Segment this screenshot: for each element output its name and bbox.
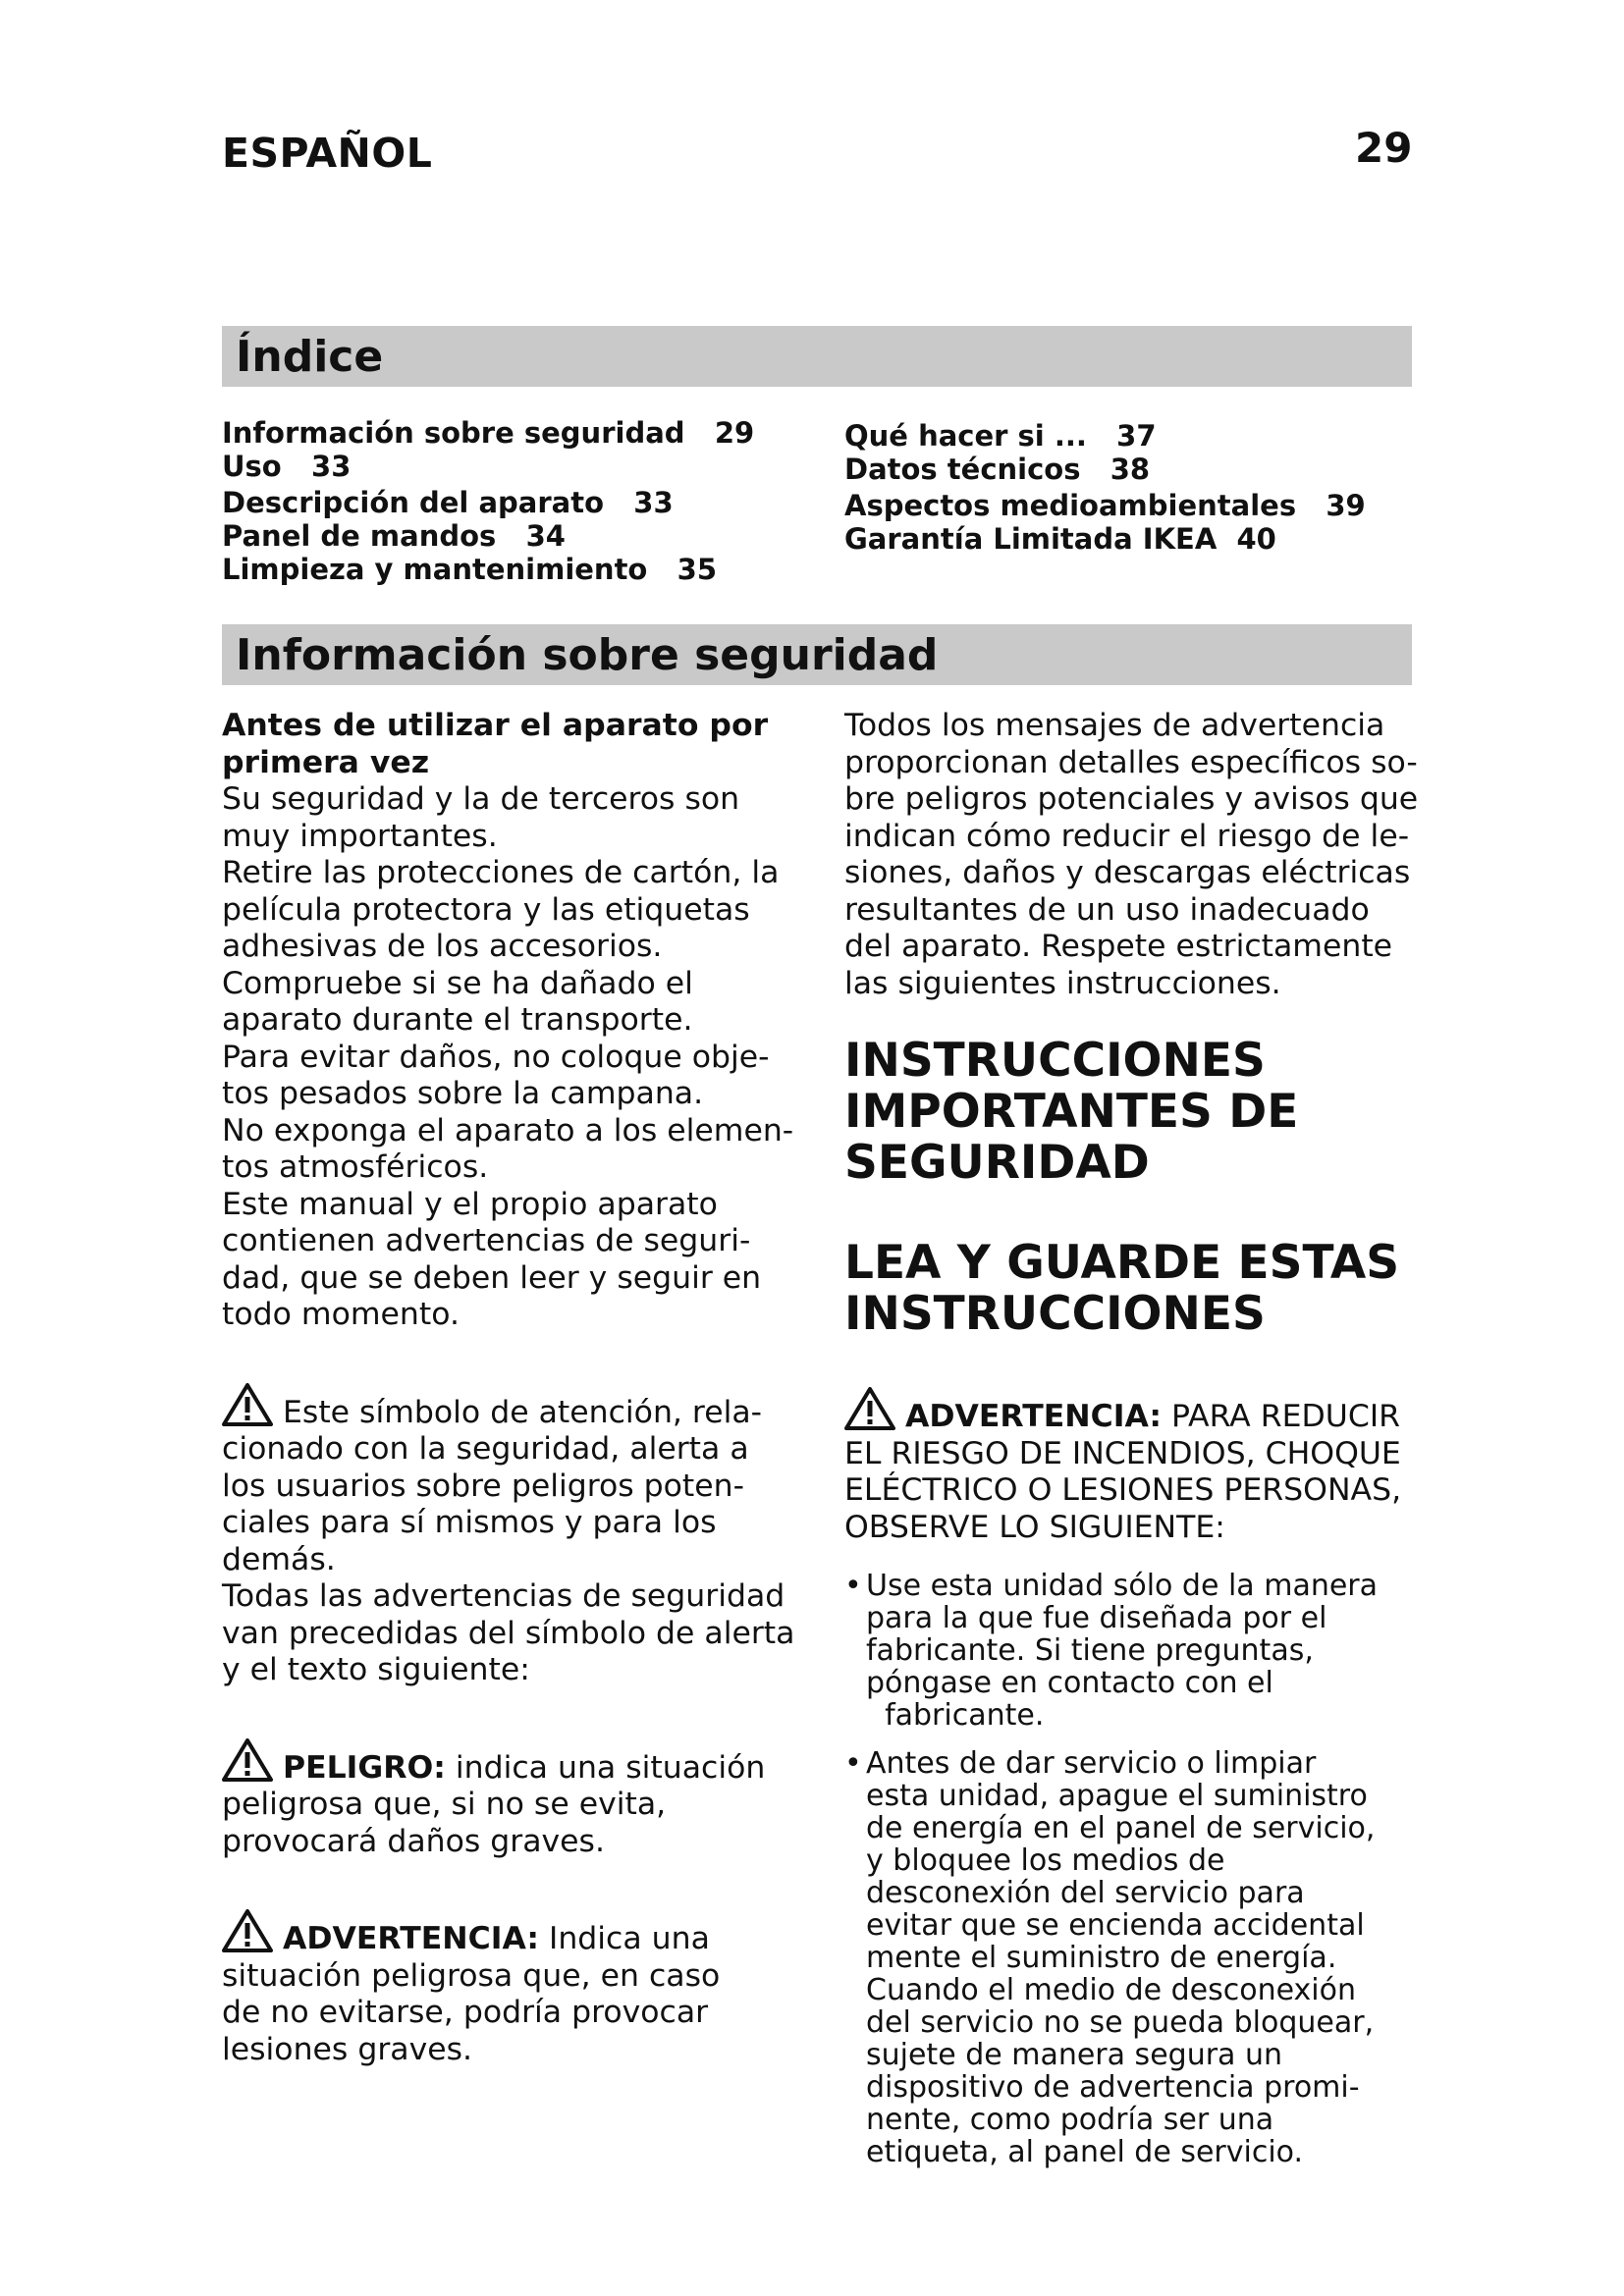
body-line: dispositivo de advertencia promi- xyxy=(866,2070,1360,2105)
body-line: tos pesados sobre la campana. xyxy=(222,1076,704,1111)
body-line: siones, daños y descargas eléctricas xyxy=(844,855,1411,890)
body-line: muy importantes. xyxy=(222,818,498,854)
bullet-icon: • xyxy=(844,1746,862,1781)
body-line: nente, como podría ser una xyxy=(866,2103,1274,2137)
body-line: Todos los mensajes de advertencia xyxy=(844,708,1385,743)
body-line: Compruebe si se ha dañado el xyxy=(222,965,693,1001)
body-line: desconexión del servicio para xyxy=(866,1876,1305,1910)
read-and-keep-heading xyxy=(844,1238,1419,1340)
toc-entry[interactable]: Limpieza y mantenimiento 35 xyxy=(222,553,718,586)
index-title: Índice xyxy=(236,332,384,382)
body-line: indican cómo reducir el riesgo de le- xyxy=(844,818,1410,854)
safety-bullet-list xyxy=(844,1570,1419,2168)
body-line: Para evitar daños, no coloque obje- xyxy=(222,1039,770,1075)
body-line: las siguientes instrucciones. xyxy=(844,965,1281,1001)
warning-paragraph xyxy=(222,1909,831,1958)
heading-line: IMPORTANTES DE xyxy=(844,1085,1299,1139)
warning-paragraph xyxy=(844,1387,1419,1436)
heading-line: INSTRUCCIONES xyxy=(844,1034,1266,1088)
body-line: dad, que se deben leer y seguir en xyxy=(222,1259,762,1296)
toc-right-column xyxy=(844,419,1366,556)
body-line: contienen advertencias de seguri- xyxy=(222,1223,751,1258)
body-line: No exponga el aparato a los elemen- xyxy=(222,1112,794,1148)
page-language-heading: ESPAÑOL xyxy=(222,130,433,177)
body-line: Todas las advertencias de seguridad xyxy=(222,1578,785,1614)
body-line: esta unidad, apague el suministro xyxy=(866,1779,1368,1813)
body-line: los usuarios sobre peligros poten- xyxy=(222,1468,744,1504)
body-line: indica una situación xyxy=(445,1749,766,1786)
toc-entry[interactable]: Garantía Limitada IKEA 40 xyxy=(844,522,1276,556)
warning-label: ADVERTENCIA: xyxy=(905,1399,1163,1434)
body-line: y bloquee los medios de xyxy=(866,1843,1225,1878)
body-line: Este símbolo de atención, rela- xyxy=(283,1394,762,1430)
body-line: fabricante. xyxy=(866,1698,1045,1733)
body-line: PARA REDUCIR xyxy=(1162,1399,1401,1434)
body-line: Este manual y el propio aparato xyxy=(222,1186,718,1222)
body-line: película protectora y las etiquetas xyxy=(222,891,750,928)
attention-symbol-paragraph xyxy=(222,1383,831,1432)
body-line: OBSERVE LO SIGUIENTE: xyxy=(844,1509,1225,1545)
body-line: y el texto siguiente: xyxy=(222,1652,530,1687)
warning-triangle-icon xyxy=(222,1738,273,1782)
body-line: proporcionan detalles específicos so- xyxy=(844,744,1418,780)
toc-entry[interactable]: Información sobre seguridad 29 xyxy=(222,416,755,450)
body-line: resultantes de un uso inadecuado xyxy=(844,891,1370,928)
body-line: fabricante. Si tiene preguntas, xyxy=(866,1633,1314,1668)
body-line: demás. xyxy=(222,1541,336,1577)
body-line: sujete de manera segura un xyxy=(866,2038,1282,2072)
body-line: póngase en contacto con el xyxy=(866,1666,1273,1700)
warning-label: ADVERTENCIA: xyxy=(283,1921,540,1956)
body-line: lesiones graves. xyxy=(222,2031,473,2067)
page-number: 29 xyxy=(1355,124,1413,172)
danger-label: PELIGRO: xyxy=(283,1749,446,1786)
warning-triangle-icon xyxy=(844,1387,895,1430)
body-line: situación peligrosa que, en caso xyxy=(222,1957,721,1994)
body-line: EL RIESGO DE INCENDIOS, CHOQUE xyxy=(844,1435,1401,1471)
body-line: Antes de dar servicio o limpiar xyxy=(866,1746,1317,1781)
body-line: aparato durante el transporte. xyxy=(222,1002,693,1038)
body-line: etiqueta, al panel de servicio. xyxy=(866,2135,1304,2169)
heading-line: LEA Y GUARDE ESTAS xyxy=(844,1236,1400,1290)
warning-triangle-icon xyxy=(222,1383,273,1426)
body-line: Use esta unidad sólo de la manera xyxy=(866,1569,1379,1603)
toc-entry[interactable]: Descripción del aparato 33 xyxy=(222,486,674,519)
body-line: para la que fue diseñada por el xyxy=(866,1601,1327,1635)
body-line: tos atmosféricos. xyxy=(222,1149,489,1185)
body-line: de energía en el panel de servicio, xyxy=(866,1811,1376,1845)
body-line: evitar que se encienda accidental xyxy=(866,1908,1365,1943)
body-line: Retire las protecciones de cartón, la xyxy=(222,855,780,890)
toc-entry[interactable]: Panel de mandos 34 xyxy=(222,519,566,553)
danger-paragraph xyxy=(222,1738,831,1788)
list-item xyxy=(844,1570,1419,1732)
heading-line: SEGURIDAD xyxy=(844,1136,1150,1190)
body-line: Cuando el medio de desconexión xyxy=(866,1973,1356,2007)
subheading: primera vez xyxy=(222,744,430,780)
body-line: de no evitarse, podría provocar xyxy=(222,1995,709,2030)
list-item xyxy=(844,1747,1419,2168)
body-line: van precedidas del símbolo de alerta xyxy=(222,1615,795,1651)
body-line: mente el suministro de energía. xyxy=(866,1941,1337,1975)
body-line: ELÉCTRICO O LESIONES PERSONAS, xyxy=(844,1472,1402,1508)
index-section-header xyxy=(222,326,1412,387)
subheading: Antes de utilizar el aparato por xyxy=(222,708,769,743)
toc-entry[interactable]: Qué hacer si ... 37 xyxy=(844,419,1157,453)
warning-triangle-icon xyxy=(222,1909,273,1952)
important-instructions-heading xyxy=(844,1036,1419,1189)
body-line: del aparato. Respete estrictamente xyxy=(844,929,1393,964)
heading-line: INSTRUCCIONES xyxy=(844,1287,1266,1341)
body-line: cionado con la seguridad, alerta a xyxy=(222,1431,749,1467)
toc-entry[interactable]: Uso 33 xyxy=(222,450,352,483)
safety-right-column xyxy=(844,708,1419,2168)
body-line: Indica una xyxy=(539,1921,710,1956)
body-line: Su seguridad y la de terceros son xyxy=(222,781,740,817)
body-line: bre peligros potenciales y avisos que xyxy=(844,781,1419,817)
body-line: ciales para sí mismos y para los xyxy=(222,1505,717,1540)
body-line: adhesivas de los accesorios. xyxy=(222,929,663,964)
body-line: peligrosa que, si no se evita, xyxy=(222,1787,667,1822)
body-line: del servicio no se pueda bloquear, xyxy=(866,2005,1375,2040)
body-line: todo momento. xyxy=(222,1297,460,1332)
toc-entry[interactable]: Aspectos medioambientales 39 xyxy=(844,489,1366,522)
safety-left-column xyxy=(222,708,831,2068)
safety-section-header xyxy=(222,624,1412,685)
body-line: provocará daños graves. xyxy=(222,1823,605,1859)
toc-entry[interactable]: Datos técnicos 38 xyxy=(844,453,1151,486)
bullet-icon: • xyxy=(844,1569,862,1603)
toc-left-column xyxy=(222,416,754,586)
safety-title: Información sobre seguridad xyxy=(236,630,939,680)
